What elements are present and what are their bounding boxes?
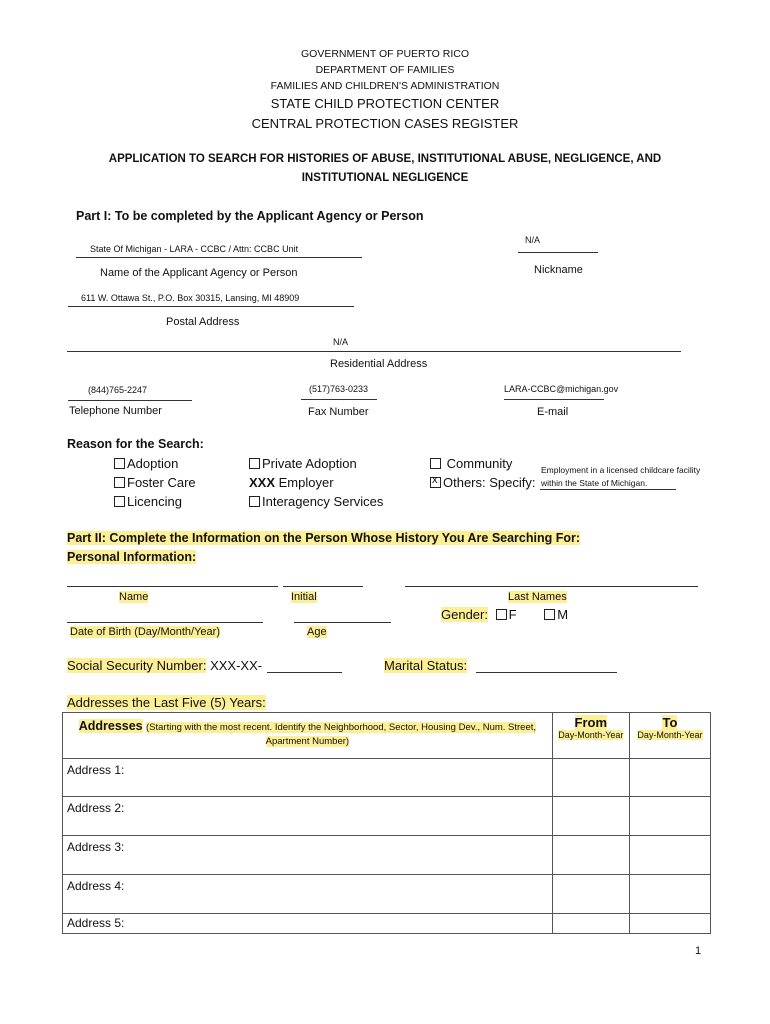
age-line[interactable] — [294, 622, 391, 623]
addresses-col-note: (Starting with the most recent. Identify the Neighborhood, Sector, Housing Dev., Num. Street, Apartment Number) — [145, 722, 537, 747]
email-value[interactable]: LARA-CCBC@michigan.gov — [504, 384, 619, 394]
initial-line[interactable] — [283, 586, 363, 587]
form-title-line1: APPLICATION TO SEARCH FOR HISTORIES OF ABUSE, INSTITUTIONAL ABUSE, NEGLIGENCE, AND — [108, 153, 662, 165]
checkbox-icon[interactable] — [544, 609, 555, 620]
agency-line — [76, 257, 362, 258]
checkbox-icon[interactable] — [114, 496, 125, 507]
personal-info-heading: Personal Information: — [67, 550, 197, 564]
reason-employer[interactable] — [249, 475, 334, 490]
phone-value[interactable]: (844)765-2247 — [88, 385, 148, 395]
dob-line[interactable] — [67, 622, 263, 623]
checkbox-checked-icon[interactable] — [430, 477, 441, 488]
age-label: Age — [307, 626, 327, 638]
reason-heading: Reason for the Search: — [67, 437, 204, 451]
fax-label: Fax Number — [308, 406, 369, 418]
phone-label: Telephone Number — [69, 405, 162, 417]
ssn-group[interactable] — [67, 658, 262, 673]
to-header: To — [662, 715, 678, 730]
to-cell[interactable] — [629, 914, 710, 934]
header-admin: FAMILIES AND CHILDREN'S ADMINISTRATION — [270, 80, 500, 92]
residential-label: Residential Address — [330, 358, 428, 370]
part2-heading: Part II: Complete the Information on the Person Whose History You Are Searching For: — [67, 531, 581, 545]
header-gov: GOVERNMENT OF PUERTO RICO — [300, 48, 470, 60]
email-label: E-mail — [537, 406, 569, 418]
dob-label: Date of Birth (Day/Month/Year) — [70, 626, 220, 638]
to-cell[interactable] — [629, 759, 710, 797]
from-cell[interactable] — [552, 759, 629, 797]
address-row[interactable] — [63, 914, 711, 934]
to-cell[interactable] — [629, 797, 710, 836]
postal-label: Postal Address — [166, 316, 240, 328]
others-value-line2[interactable]: within the State of Michigan. — [541, 478, 648, 488]
checkbox-icon[interactable] — [114, 458, 125, 469]
gender-m-label: M — [557, 607, 569, 622]
checkbox-icon[interactable] — [249, 496, 260, 507]
reason-licencing-label: Licencing — [127, 494, 182, 509]
addresses-table — [62, 712, 711, 934]
fax-value[interactable]: (517)763-0233 — [309, 384, 369, 394]
addresses-header-row — [63, 713, 711, 759]
address-cell[interactable]: Address 1: — [63, 759, 553, 797]
marital-label: Marital Status: — [384, 658, 468, 673]
nickname-line — [518, 252, 598, 253]
from-cell[interactable] — [552, 797, 629, 836]
residential-value[interactable]: N/A — [333, 337, 349, 347]
reason-employer-label: Employer — [278, 475, 334, 490]
from-header: From — [574, 715, 608, 730]
header-center: STATE CHILD PROTECTION CENTER — [270, 96, 500, 111]
address-row[interactable] — [63, 797, 711, 836]
reason-adoption[interactable] — [114, 456, 178, 471]
checkbox-icon[interactable] — [114, 477, 125, 488]
reason-adoption-label: Adoption — [127, 456, 179, 471]
phone-line — [68, 400, 192, 401]
gender-group — [441, 607, 568, 622]
address-cell[interactable]: Address 5: — [63, 914, 553, 934]
from-cell[interactable] — [552, 914, 629, 934]
nickname-value[interactable]: N/A — [525, 235, 541, 245]
address-cell[interactable]: Address 2: — [63, 797, 553, 836]
reason-interagency[interactable] — [249, 494, 383, 509]
ssn-line[interactable] — [267, 672, 342, 673]
gender-label: Gender: — [441, 607, 488, 622]
address-row[interactable] — [63, 875, 711, 914]
address-cell[interactable]: Address 4: — [63, 875, 553, 914]
reason-private-adoption-label: Private Adoption — [262, 456, 357, 471]
last-names-label: Last Names — [508, 591, 567, 603]
checkbox-icon[interactable] — [430, 458, 441, 469]
postal-line — [68, 306, 354, 307]
header-dept: DEPARTMENT OF FAMILIES — [315, 64, 455, 76]
to-cell[interactable] — [629, 836, 710, 875]
checkbox-icon[interactable] — [496, 609, 507, 620]
reason-others[interactable] — [430, 475, 535, 490]
gender-f-label: F — [508, 607, 517, 622]
address-row[interactable] — [63, 836, 711, 875]
reason-community[interactable] — [430, 456, 512, 471]
address-cell[interactable]: Address 3: — [63, 836, 553, 875]
reason-licencing[interactable] — [114, 494, 182, 509]
reason-foster-care[interactable] — [114, 475, 196, 490]
reason-community-label: Community — [446, 456, 513, 471]
form-title-line2: INSTITUTIONAL NEGLIGENCE — [301, 172, 469, 184]
others-value-line1[interactable]: Employment in a licensed childcare facility — [541, 465, 701, 475]
marital-line[interactable] — [476, 672, 617, 673]
addresses-col-title: Addresses — [78, 719, 143, 733]
from-cell[interactable] — [552, 875, 629, 914]
last-names-line[interactable] — [405, 586, 698, 587]
to-cell[interactable] — [629, 875, 710, 914]
name-line[interactable] — [67, 586, 278, 587]
ssn-prefix: XXX-XX- — [210, 658, 263, 673]
checkbox-icon[interactable] — [249, 458, 260, 469]
header-register: CENTRAL PROTECTION CASES REGISTER — [251, 116, 519, 131]
initial-label: Initial — [291, 591, 317, 603]
others-line — [540, 489, 676, 490]
to-dmy: Day-Month-Year — [637, 730, 703, 740]
ssn-label: Social Security Number: — [67, 658, 207, 673]
reason-others-label: Others: Specify: — [443, 475, 536, 490]
from-dmy: Day-Month-Year — [558, 730, 624, 740]
reason-foster-care-label: Foster Care — [127, 475, 196, 490]
page-number: 1 — [695, 945, 702, 957]
from-cell[interactable] — [552, 836, 629, 875]
email-line — [504, 399, 604, 400]
employer-mark: XXX — [249, 475, 276, 490]
agency-value[interactable]: State Of Michigan - LARA - CCBC / Attn: CCBC Unit — [90, 244, 299, 254]
addresses-heading: Addresses the Last Five (5) Years: — [67, 695, 266, 710]
name-label: Name — [119, 591, 149, 603]
agency-label: Name of the Applicant Agency or Person — [100, 267, 298, 279]
part1-heading: Part I: To be completed by the Applicant Agency or Person — [76, 209, 424, 223]
postal-value[interactable]: 611 W. Ottawa St., P.O. Box 30315, Lansing, MI 48909 — [81, 293, 300, 303]
fax-line — [301, 399, 377, 400]
reason-private-adoption[interactable] — [249, 456, 357, 471]
residential-line — [67, 351, 681, 352]
address-row[interactable] — [63, 759, 711, 797]
reason-interagency-label: Interagency Services — [262, 494, 384, 509]
nickname-label: Nickname — [534, 264, 583, 276]
